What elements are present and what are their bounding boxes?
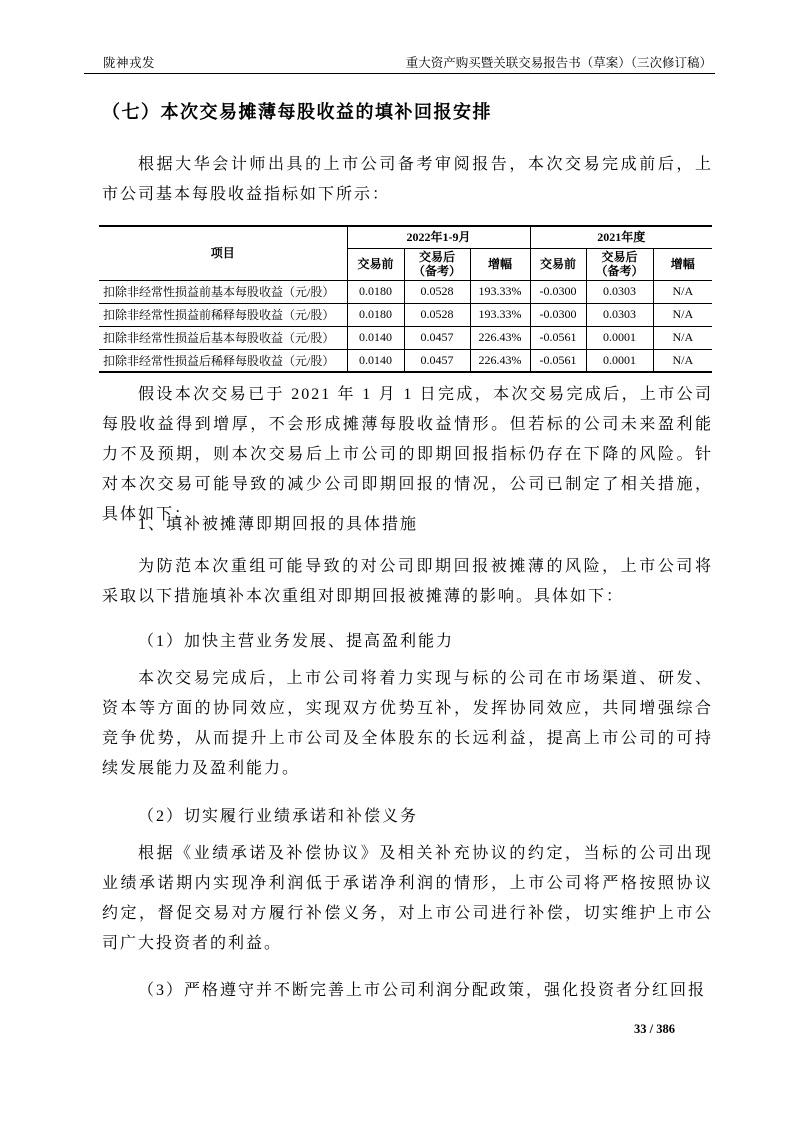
table-header-2022-pre: 交易前 [347, 248, 404, 280]
cell-2021-change: N/A [653, 280, 712, 303]
table-row [99, 349, 712, 372]
row-label: 扣除非经常性损益后稀释每股收益（元/股） [99, 349, 347, 372]
table-header-period-2021: 2021年度 [530, 226, 712, 248]
cell-2022-post: 0.0528 [404, 280, 470, 303]
cell-2021-change: N/A [653, 326, 712, 349]
paragraph-measure-2: 根据《业绩承诺及补偿协议》及相关补充协议的约定，当标的公司出现业绩承诺期内实现净利润低于承诺净利润的情形，上市公司将严格按照协议约定，督促交易对方履行补偿义务，对上市公司进行补偿，切实维护上市公司广大投资者的利益。 [102, 845, 713, 952]
section-title: （七）本次交易摊薄每股收益的填补回报安排 [102, 102, 492, 122]
post-label-line1: 交易后 [601, 250, 638, 264]
eps-comparison-table [99, 225, 712, 373]
cell-2022-change: 193.33% [470, 280, 530, 303]
table-header-2021-change: 增幅 [653, 248, 712, 280]
table-header-2022-post [404, 248, 470, 280]
table-header-2022-change: 增幅 [470, 248, 530, 280]
row-label: 扣除非经常性损益后基本每股收益（元/股） [99, 326, 347, 349]
cell-2021-change: N/A [653, 349, 712, 372]
cell-2022-change: 193.33% [470, 303, 530, 326]
cell-2021-pre: -0.0561 [530, 326, 586, 349]
cell-2021-post: 0.0303 [586, 280, 653, 303]
cell-2022-pre: 0.0180 [347, 303, 404, 326]
header-company-name: 陇神戎发 [103, 56, 156, 70]
heading-measure-1: （1）加快主营业务发展、提高盈利能力 [138, 633, 455, 650]
table-header-row-periods [99, 226, 712, 248]
cell-2021-pre: -0.0300 [530, 280, 586, 303]
cell-2021-post: 0.0001 [586, 326, 653, 349]
cell-2021-pre: -0.0300 [530, 303, 586, 326]
page-number: 33 / 386 [634, 1022, 675, 1036]
paragraph-intro: 根据大华会计师出具的上市公司备考审阅报告，本次交易完成前后，上市公司基本每股收益指标如下所示： [102, 156, 713, 203]
post-label-line2: （备考） [412, 264, 461, 278]
table-row [99, 280, 712, 303]
table-header-item: 项目 [99, 226, 347, 280]
cell-2021-post: 0.0001 [586, 349, 653, 372]
header-report-title: 重大资产购买暨关联交易报告书（草案）（三次修订稿） [405, 56, 712, 70]
table-header-period-2022: 2022年1-9月 [347, 226, 530, 248]
cell-2022-post: 0.0457 [404, 326, 470, 349]
cell-2022-pre: 0.0140 [347, 326, 404, 349]
table-header-2021-post [586, 248, 653, 280]
cell-2021-pre: -0.0561 [530, 349, 586, 372]
row-label: 扣除非经常性损益前稀释每股收益（元/股） [99, 303, 347, 326]
cell-2021-post: 0.0303 [586, 303, 653, 326]
cell-2022-change: 226.43% [470, 326, 530, 349]
cell-2022-pre: 0.0140 [347, 349, 404, 372]
post-label-line2: （备考） [595, 264, 644, 278]
row-label: 扣除非经常性损益前基本每股收益（元/股） [99, 280, 347, 303]
heading-measure-2: （2）切实履行业绩承诺和补偿义务 [138, 808, 419, 825]
heading-measure-3: （3）严格遵守并不断完善上市公司利润分配政策，强化投资者分红回报 [138, 982, 707, 999]
cell-2022-change: 226.43% [470, 349, 530, 372]
heading-measures: 1、填补被摊薄即期回报的具体措施 [138, 516, 419, 533]
table-row [99, 326, 712, 349]
cell-2022-post: 0.0528 [404, 303, 470, 326]
post-label-line1: 交易后 [418, 250, 455, 264]
paragraph-measures-intro: 为防范本次重组可能导致的对公司即期回报被摊薄的风险，上市公司将采取以下措施填补本次重组对即期回报被摊薄的影响。具体如下： [102, 558, 713, 605]
cell-2021-change: N/A [653, 303, 712, 326]
table-row [99, 303, 712, 326]
cell-2022-post: 0.0457 [404, 349, 470, 372]
table-header-2021-pre: 交易前 [530, 248, 586, 280]
cell-2022-pre: 0.0180 [347, 280, 404, 303]
paragraph-measure-1: 本次交易完成后，上市公司将着力实现与标的公司在市场渠道、研发、资本等方面的协同效应，实现双方优势互补，发挥协同效应，共同增强综合竞争优势，从而提升上市公司及全体股东的长远利益，提高上市公司的可持续发展能力及盈利能力。 [102, 670, 713, 777]
paragraph-assumption: 假设本次交易已于 2021 年 1 月 1 日完成，本次交易完成后，上市公司每股收益得到增厚，不会形成摊薄每股收益情形。但若标的公司未来盈利能力不及预期，则本次交易后上市公司的即期回报指标仍存在下降的风险。针对本次交易可能导致的减少公司即期回报的情况，公司已制定了相关措施，具体如下： [102, 386, 713, 523]
header-rule [84, 73, 715, 74]
